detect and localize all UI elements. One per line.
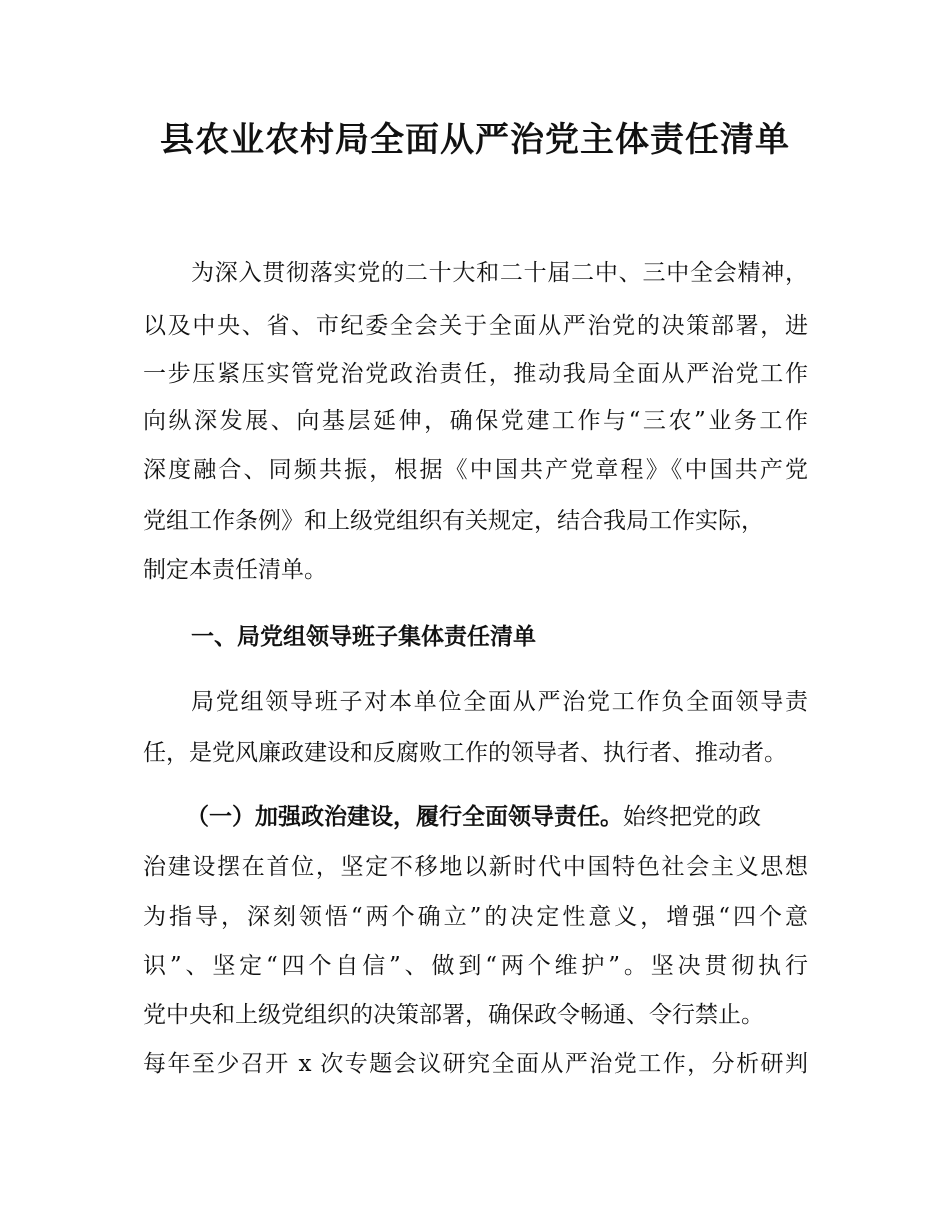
- item-line-6: 每年至少召开 x 次专题会议研究全面从严治党工作，分析研判: [143, 1051, 808, 1077]
- intro-line-4: 向纵深发展、向基层延伸，确保党建工作与“三农”业务工作: [143, 408, 808, 434]
- item-line-1: [186, 802, 886, 832]
- item-line-2: 治建设摆在首位，坚定不移地以新时代中国特色社会主义思想: [143, 854, 808, 880]
- section-line-1: 局党组领导班子对本单位全面从严治党工作负全面领导责: [191, 689, 808, 715]
- intro-line-2: 以及中央、省、市纪委全会关于全面从严治党的决策部署，进: [143, 313, 808, 339]
- intro-line-6: 党组工作条例》和上级党组织有关规定，结合我局工作实际，: [143, 508, 764, 534]
- intro-line-1: 为深入贯彻落实党的二十大和二十届二中、三中全会精神，: [191, 260, 808, 286]
- intro-line-5: 深度融合、同频共振，根据《中国共产党章程》《中国共产党: [143, 457, 808, 483]
- section-heading: 一、局党组领导班子集体责任清单: [191, 624, 536, 650]
- section-line-2: 任，是党风廉政建设和反腐败工作的领导者、执行者、推动者。: [143, 740, 787, 766]
- document-title: 县农业农村局全面从严治党主体责任清单: [160, 120, 790, 160]
- item-line-3: 为指导，深刻领悟“两个确立”的决定性意义，增强“四个意: [143, 904, 808, 930]
- intro-line-3: 一步压紧压实管党治党政治责任，推动我局全面从严治党工作: [143, 361, 808, 387]
- item-line-4: 识”、坚定“四个自信”、做到“两个维护”。坚决贯彻执行: [143, 953, 808, 979]
- item-first-rest: 始终把党的政: [623, 804, 761, 830]
- item-line-5: 党中央和上级党组织的决策部署，确保政令畅通、令行禁止。: [143, 1002, 764, 1028]
- intro-line-7: 制定本责任清单。: [143, 557, 327, 583]
- item-heading: （一）加强政治建设，履行全面领导责任。: [186, 804, 623, 830]
